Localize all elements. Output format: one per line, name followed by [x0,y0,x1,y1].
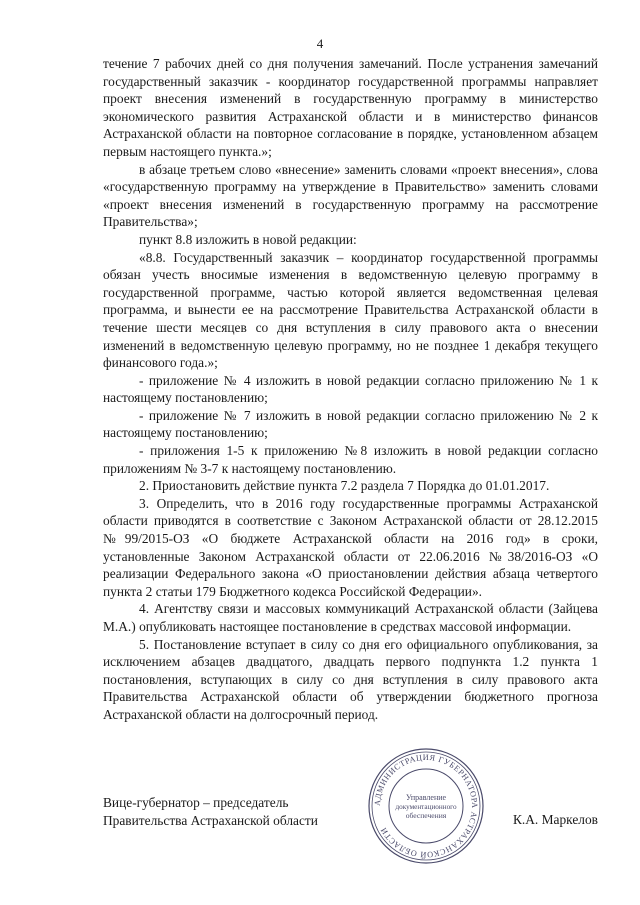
stamp-center-line: Управление [405,793,447,802]
stamp-center-line: обеспечения [405,811,447,820]
paragraph: течение 7 рабочих дней со дня получения замечаний. После устранения замечаний государственный заказчик - координатор государственной программы направляет проект внесения изменений в государственную программу в министерство экономического развития Астраханской области и в министерство финансов Астраханской области на повторное согласование в порядке, установленном абзацем первым настоящего пункта.»; [103,56,598,159]
signatory-title: Вице-губернатор – председатель [103,795,289,810]
signatory-title: Правительства Астраханской области [103,812,318,828]
page-number: 4 [316,36,324,51]
signature-block [103,794,598,829]
signatory-name: К.А. Маркелов [512,812,598,827]
paragraph: 5. Постановление вступает в силу со дня его официального опубликования, за исключением абзацев двадцатого, двадцать первого подпункта 1.2 пункта 1 постановления, вступающих в силу со дня вступления в силу правового акта Правительства Астраханской области об утверждении бюджетного прогноза Астраханской области на долгосрочный период. [103,636,598,722]
paragraph: 2. Приостановить действие пункта 7.2 раздела 7 Порядка до 01.01.2017. [139,478,550,494]
paragraph: 3. Определить, что в 2016 году государственные программы Астраханской области приводятся в соответствие с Законом Астраханской области от 28.12.2015 №99/2015-ОЗ «О бюджете Астраханской области на 2016 год» в сроки, установленные Законом Астраханской области от 22.06.2016 №38/2016-ОЗ «О реализации Федерального закона «О приостановлении действия абзаца четвертого пункта 2 статьи 179 Бюджетного кодекса Российской Федерации». [103,495,598,599]
stamp-ring-text: АДМИНИСТРАЦИЯ ГУБЕРНАТОРА АСТРАХАНСКОЙ ОБЛАСТИ [372,752,480,860]
paragraph: в абзаце третьем слово «внесение» заменить словами «проект внесения», слова «государственную программу на утверждение в Правительство» заменить словами «проект внесения изменений в государственную программу на рассмотрение Правительства»; [103,161,598,230]
paragraph: - приложение № 7 изложить в новой редакции согласно приложению № 2 к настоящему постановлению; [103,407,598,441]
paragraph: «8.8. Государственный заказчик – координатор государственной программы обязан учесть вносимые изменения в ведомственную целевую программу в государственной программе, частью которой является ведомственная целевая программа, и вынести ее на рассмотрение Правительства Астраханской области в течение шести месяцев со дня вступления в силу правового акта о внесении изменений в ведомственную целевую программу, но не позднее 1 декабря текущего финансового года.»; [103,249,598,371]
paragraph: - приложение № 4 изложить в новой редакции согласно приложению № 1 к настоящему постановлению; [103,372,598,406]
document-body [103,55,598,724]
paragraph: - приложения 1-5 к приложению №8 изложить в новой редакции согласно приложениям № 3-7 к настоящему постановлению. [103,443,598,476]
paragraph: пункт 8.8 изложить в новой редакции: [139,231,357,247]
stamp-center-line: документационного [395,803,457,811]
paragraph: 4. Агентству связи и массовых коммуникаций Астраханской области (Зайцева М.А.) опубликовать настоящее постановление в средствах массовой информации. [103,601,598,634]
